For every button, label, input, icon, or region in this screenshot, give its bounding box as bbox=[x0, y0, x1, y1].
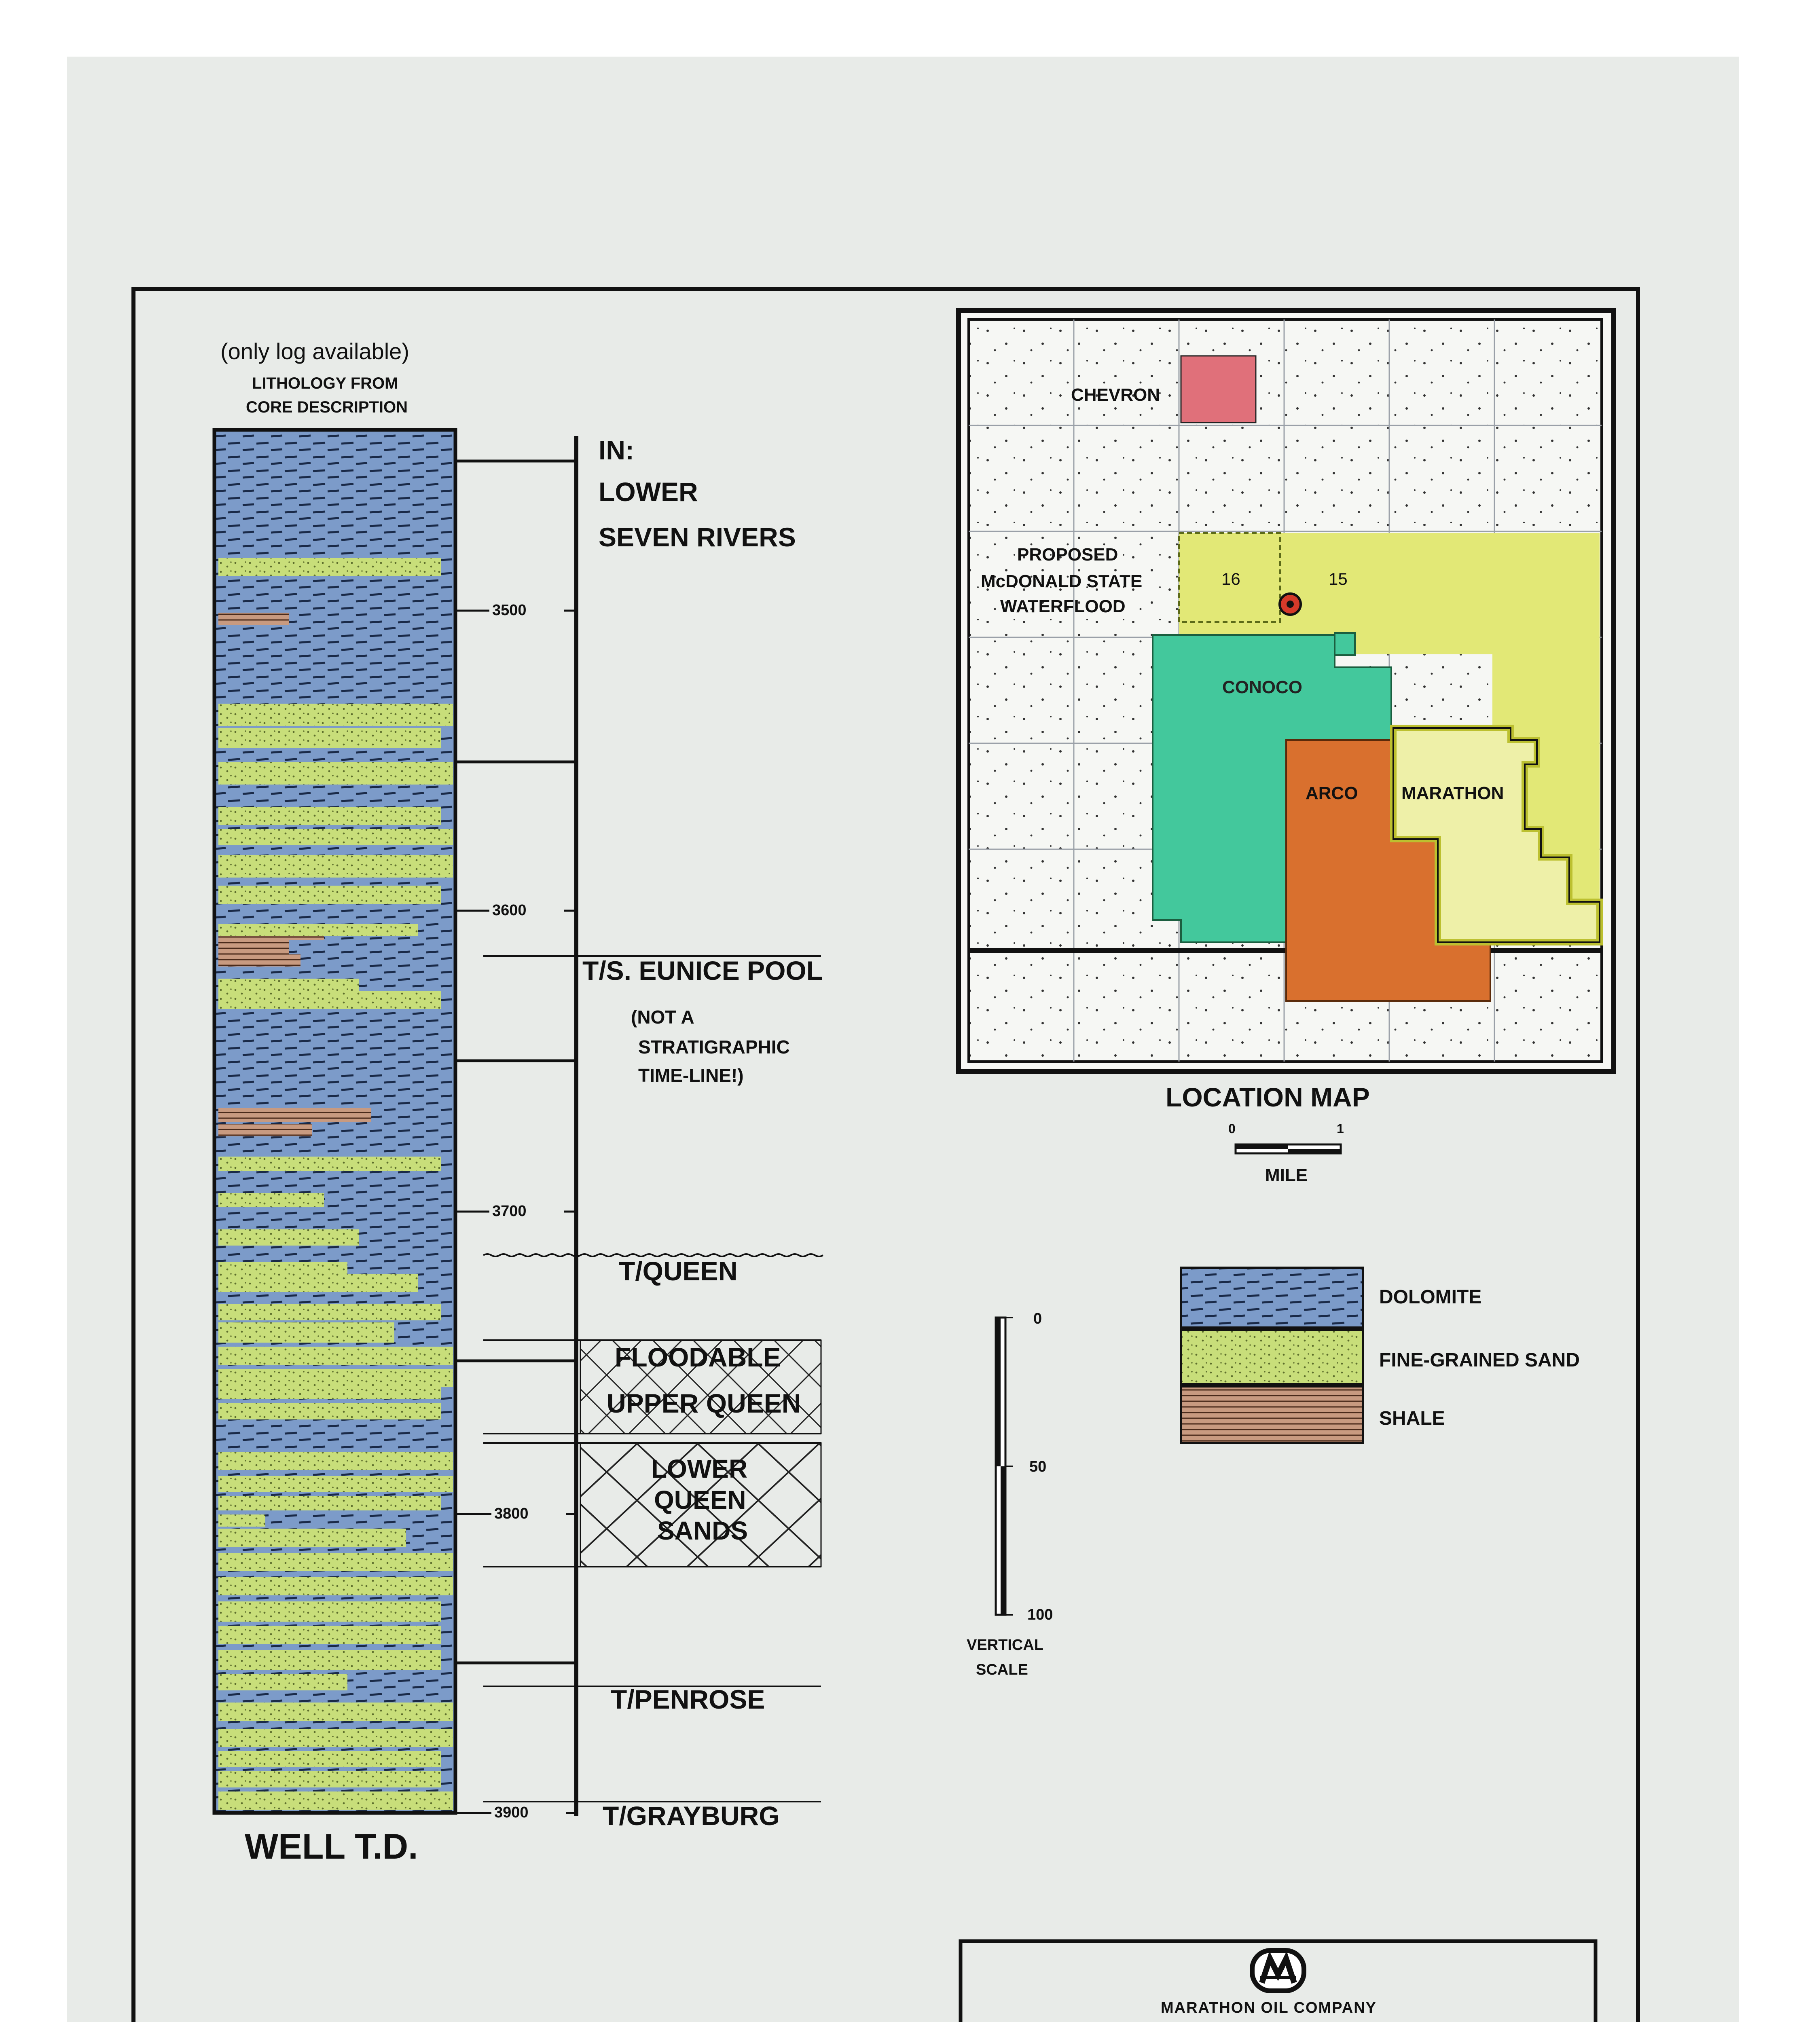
sand-band bbox=[218, 1674, 347, 1690]
sand-band bbox=[218, 1751, 441, 1767]
shale-band bbox=[218, 1108, 371, 1122]
map-title: LOCATION MAP bbox=[1166, 1082, 1370, 1112]
interval-seven-rivers: SEVEN RIVERS bbox=[599, 522, 796, 552]
interval-lower: LOWER bbox=[599, 477, 698, 507]
vscale-tick-0: 0 bbox=[1033, 1310, 1042, 1327]
sand-band bbox=[218, 1383, 441, 1399]
sand-band bbox=[218, 807, 441, 825]
log-header-note: (only log available) bbox=[220, 338, 409, 364]
shale-band bbox=[218, 954, 301, 967]
legend-label-sand: FINE-GRAINED SAND bbox=[1379, 1349, 1580, 1371]
sand-band bbox=[218, 1650, 441, 1670]
sand-band bbox=[218, 1157, 441, 1171]
map-label-sec16: 16 bbox=[1221, 569, 1240, 588]
sand-band bbox=[218, 1322, 394, 1343]
sand-band bbox=[218, 1791, 453, 1810]
interval-lower-queen: LOWER bbox=[651, 1454, 748, 1483]
sand-band bbox=[218, 1514, 265, 1527]
title-company: MARATHON OIL COMPANY bbox=[1161, 1999, 1377, 2016]
marathon-logo-icon bbox=[1252, 1950, 1304, 1991]
interval-note1: (NOT A bbox=[631, 1007, 694, 1028]
sand-band bbox=[218, 1274, 418, 1292]
map-label-chevron: CHEVRON bbox=[1071, 385, 1160, 405]
map-label-marathon: MARATHON bbox=[1401, 783, 1504, 803]
interval-ts-eunice: T/S. EUNICE POOL bbox=[582, 956, 823, 986]
legend-label-shale: SHALE bbox=[1379, 1408, 1445, 1429]
sand-band bbox=[218, 1229, 359, 1246]
vscale-tick-50: 50 bbox=[1029, 1458, 1047, 1475]
shale-band bbox=[218, 1124, 312, 1136]
map-scale-unit: MILE bbox=[1265, 1165, 1308, 1185]
interval-upper-queen: UPPER QUEEN bbox=[607, 1388, 801, 1418]
log-header-sub2: CORE DESCRIPTION bbox=[246, 398, 408, 416]
sand-band bbox=[218, 762, 453, 785]
sand-band bbox=[218, 829, 453, 845]
legend-swatch-dolomite bbox=[1181, 1268, 1363, 1328]
location-map bbox=[959, 311, 1614, 1153]
log-header-sub1: LITHOLOGY FROM bbox=[252, 374, 398, 392]
sand-band bbox=[218, 1553, 453, 1571]
sand-band bbox=[218, 1601, 441, 1622]
sand-band bbox=[218, 1729, 453, 1747]
depth-tick-3500: 3500 bbox=[492, 602, 527, 619]
interval-in: IN: bbox=[599, 435, 634, 465]
sand-band bbox=[218, 924, 418, 936]
interval-t-grayburg: T/GRAYBURG bbox=[603, 1801, 780, 1831]
vscale-tick-100: 100 bbox=[1027, 1606, 1053, 1623]
interval-t-penrose: T/PENROSE bbox=[611, 1684, 765, 1714]
sand-band bbox=[218, 1304, 441, 1320]
map-label-arco: ARCO bbox=[1306, 783, 1358, 803]
vscale-label2: SCALE bbox=[976, 1661, 1028, 1678]
sand-band bbox=[218, 991, 441, 1009]
map-label-proposed3: WATERFLOOD bbox=[1000, 596, 1126, 616]
well-td-label: WELL T.D. bbox=[245, 1826, 418, 1866]
chevron-lease bbox=[1181, 356, 1256, 423]
vertical-scale-bar bbox=[996, 1318, 1013, 1615]
sand-band bbox=[218, 1193, 324, 1207]
shale-band bbox=[218, 940, 289, 956]
sand-band bbox=[218, 1577, 453, 1595]
sand-band bbox=[218, 1496, 441, 1510]
shale-band bbox=[218, 613, 289, 625]
map-label-sec15: 15 bbox=[1329, 569, 1348, 588]
interval-sands: SANDS bbox=[657, 1516, 748, 1545]
depth-tick-3700: 3700 bbox=[492, 1203, 527, 1220]
sand-band bbox=[218, 1403, 441, 1419]
interval-queen: QUEEN bbox=[654, 1485, 746, 1514]
sand-band bbox=[218, 558, 441, 576]
legend-label-dolomite: DOLOMITE bbox=[1379, 1286, 1482, 1308]
sand-band bbox=[218, 728, 441, 748]
sand-band bbox=[218, 1703, 453, 1721]
map-label-proposed2: McDONALD STATE bbox=[981, 571, 1143, 591]
sand-band bbox=[218, 1771, 441, 1787]
sand-band bbox=[218, 886, 441, 904]
sand-band bbox=[218, 1476, 453, 1492]
mile-scale-bar bbox=[1236, 1144, 1341, 1153]
map-label-conoco: CONOCO bbox=[1222, 677, 1302, 697]
map-label-proposed1: PROPOSED bbox=[1017, 545, 1118, 565]
correlation-lines bbox=[455, 461, 576, 1663]
map-scale-one: 1 bbox=[1337, 1121, 1344, 1136]
lithology-column bbox=[214, 430, 455, 1813]
depth-tick-3600: 3600 bbox=[492, 902, 527, 919]
map-scale-zero: 0 bbox=[1228, 1121, 1236, 1136]
legend-swatch-shale bbox=[1181, 1386, 1363, 1443]
sand-band bbox=[218, 1452, 453, 1470]
legend-swatch-sand bbox=[1181, 1330, 1363, 1384]
sand-band bbox=[218, 1347, 453, 1365]
sand-band bbox=[218, 1626, 441, 1644]
interval-floodable: FLOODABLE bbox=[615, 1342, 781, 1372]
sand-band bbox=[218, 855, 453, 878]
sand-band bbox=[218, 704, 453, 726]
vscale-label1: VERTICAL bbox=[967, 1637, 1043, 1654]
interval-note3: TIME-LINE!) bbox=[638, 1065, 744, 1086]
interval-t-queen: T/QUEEN bbox=[619, 1256, 738, 1286]
interval-note2: STRATIGRAPHIC bbox=[638, 1036, 790, 1058]
depth-tick-3900: 3900 bbox=[494, 1804, 529, 1821]
sand-band bbox=[218, 1529, 406, 1547]
depth-tick-3800: 3800 bbox=[494, 1505, 529, 1522]
